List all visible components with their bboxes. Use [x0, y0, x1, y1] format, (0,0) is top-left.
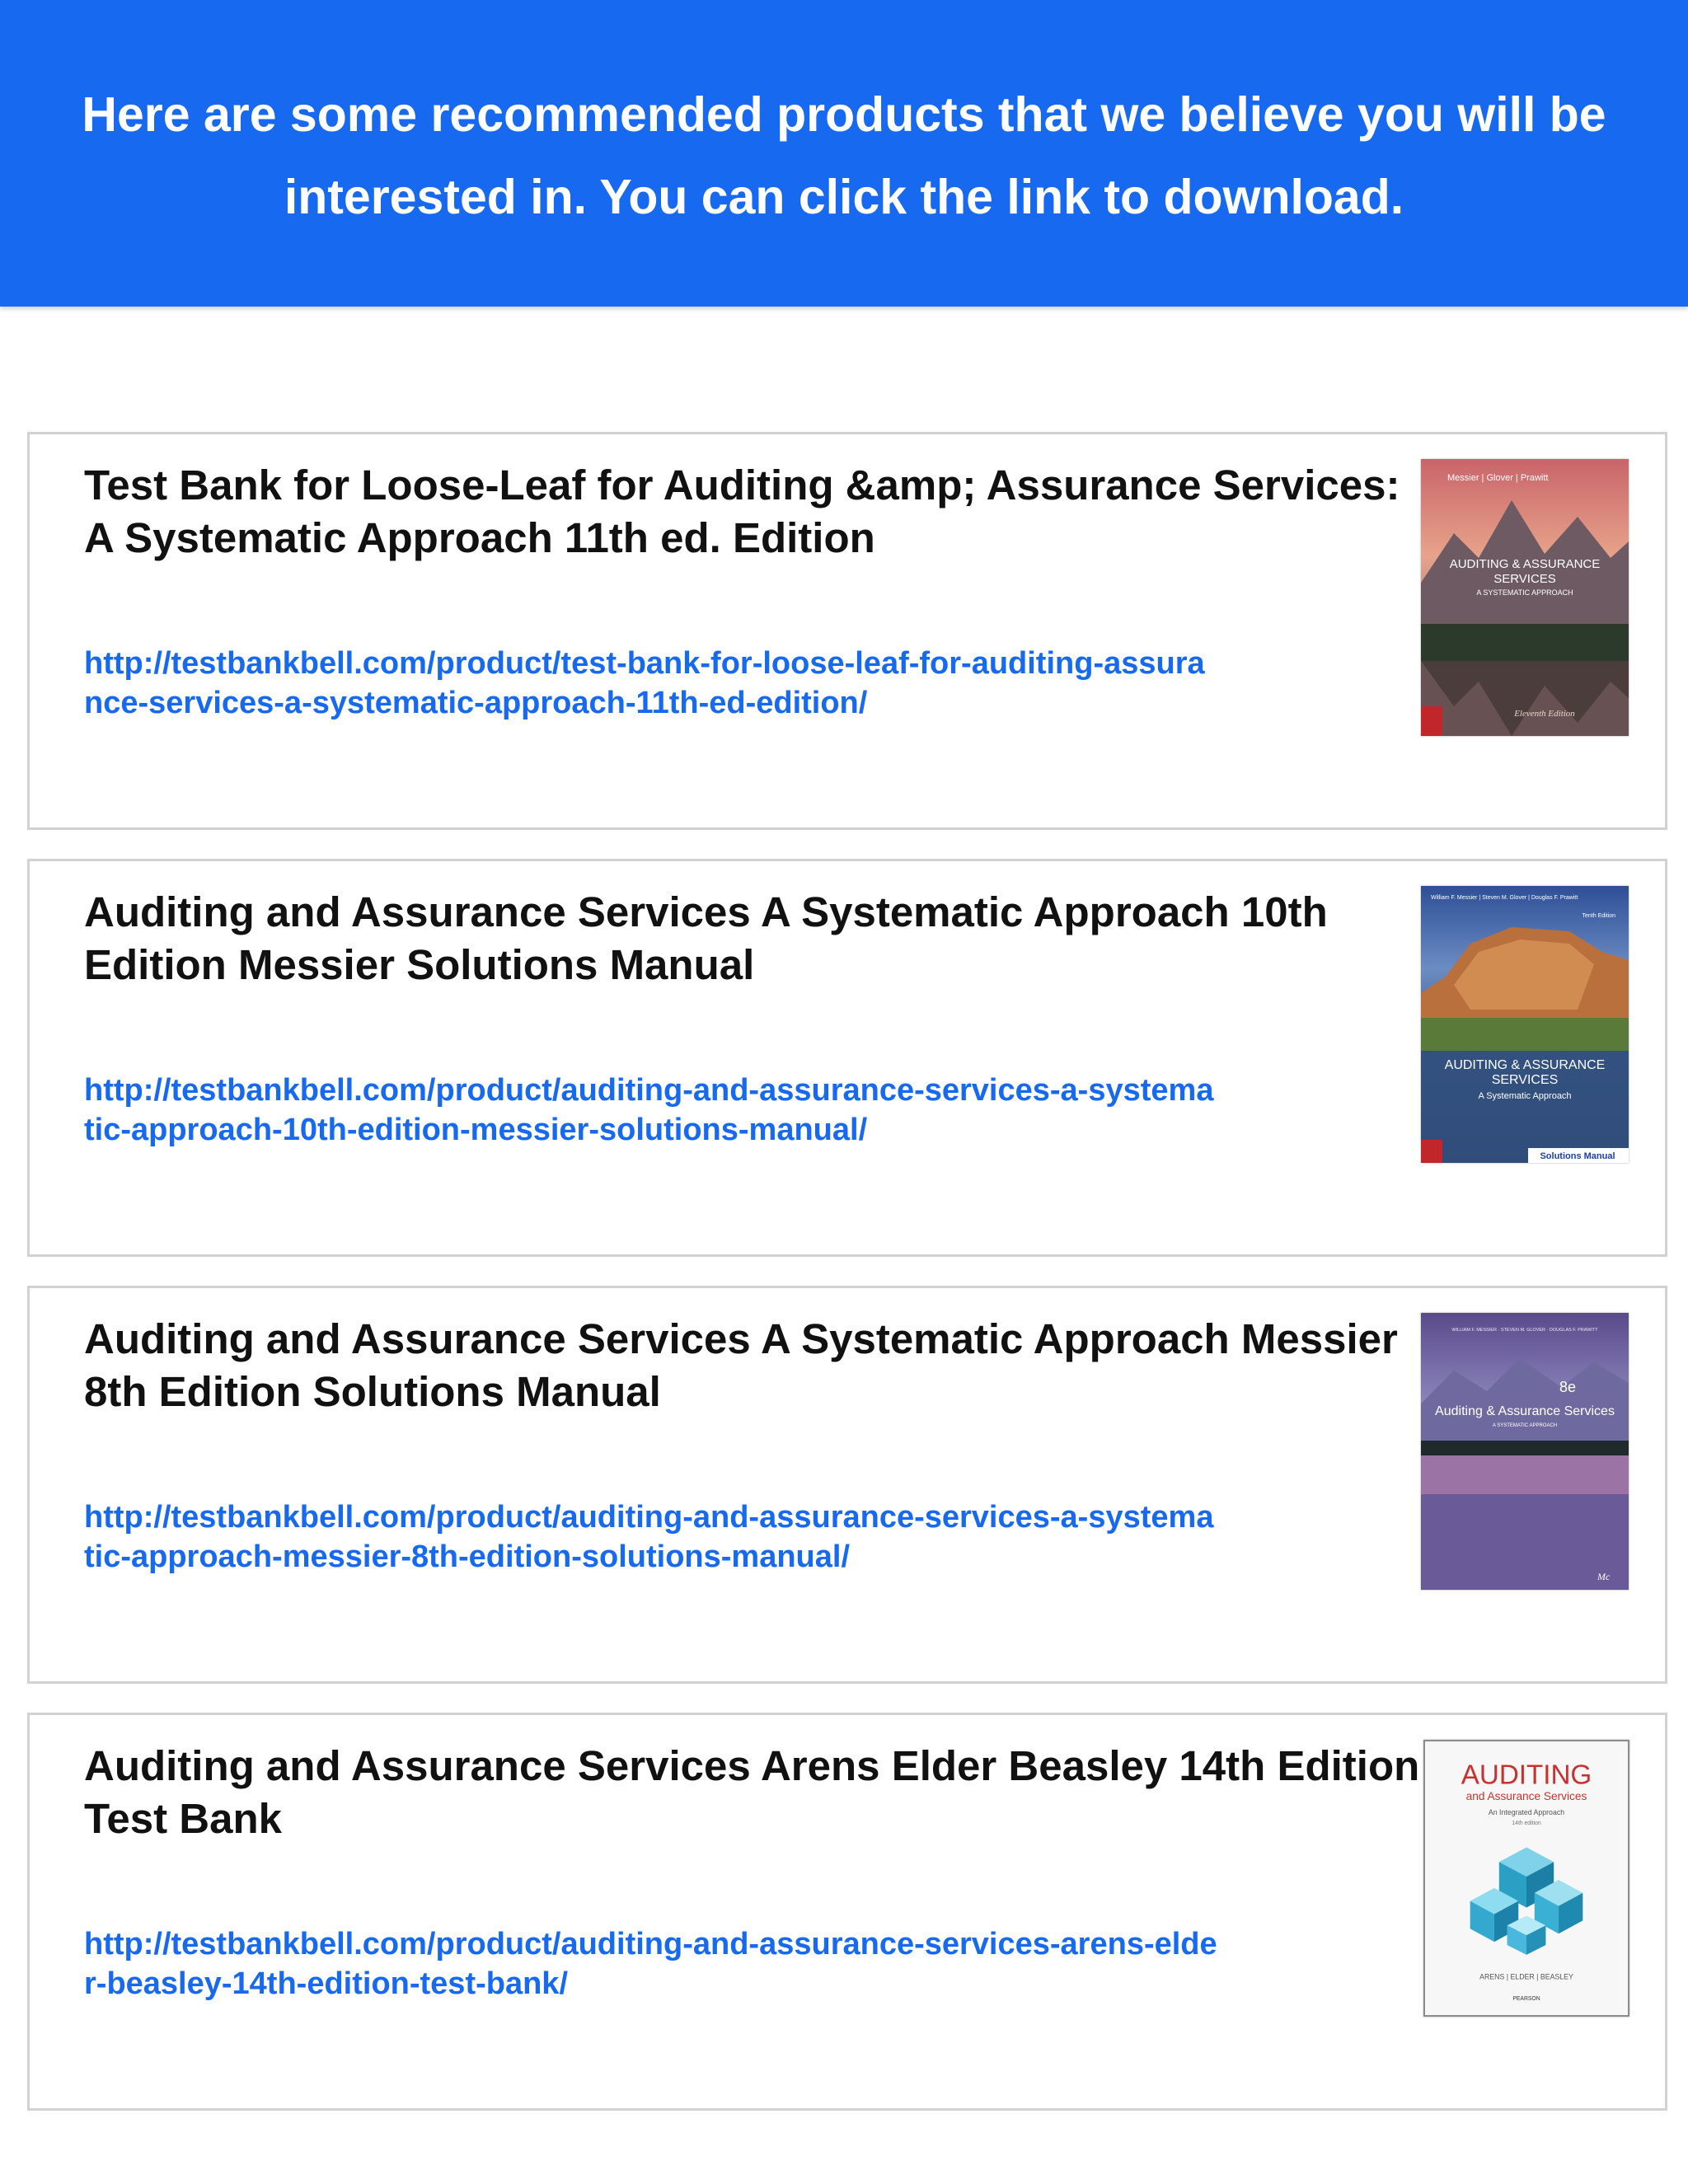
product-link[interactable]: http://testbankbell.com/product/auditing-and-assurance-services-a-systematic-approach-messier-8th-edition-solutions-manual/: [84, 1500, 1214, 1574]
product-title: Test Bank for Loose-Leaf for Auditing &amp; Assurance Services: A Systematic Approach 11th ed. Edition: [84, 462, 1400, 561]
cover-edition: Eleventh Edition: [1514, 709, 1575, 719]
product-link[interactable]: http://testbankbell.com/product/test-bank-for-loose-leaf-for-auditing-assurance-services-a-systematic-approach-11th-ed-edition/: [84, 646, 1205, 720]
product-title: Auditing and Assurance Services A Systematic Approach Messier 8th Edition Solutions Manual: [84, 1315, 1398, 1415]
cover-title: AUDITING & ASSURANCE: [1444, 1058, 1606, 1072]
banner-text: Here are some recommended products that we believe you will be interested in. You can click the link to download.: [82, 87, 1606, 224]
cover-title: AUDITING & ASSURANCE: [1449, 557, 1601, 571]
cover-badge: Solutions Manual: [1540, 1151, 1615, 1161]
cover-subtitle: A SYSTEMATIC APPROACH: [1492, 1423, 1558, 1428]
product-card: [27, 432, 1667, 830]
product-card: [27, 859, 1667, 1257]
header-banner: [0, 0, 1688, 307]
cover-title: and Assurance Services: [1465, 1790, 1587, 1803]
publisher-logo: PEARSON: [1512, 1996, 1540, 2003]
cover-authors: Messier | Glover | Prawitt: [1447, 473, 1549, 483]
cover-subtitle: A Systematic Approach: [1478, 1091, 1572, 1101]
book-cover-image[interactable]: [1421, 1313, 1629, 1590]
cover-edition: Tenth Edition: [1582, 913, 1615, 919]
cover-title: SERVICES: [1493, 572, 1556, 586]
product-card: [27, 1286, 1667, 1684]
product-link[interactable]: http://testbankbell.com/product/auditing-and-assurance-services-a-systematic-approach-10th-edition-messier-solutions-manual/: [84, 1073, 1214, 1147]
cover-subtitle: An Integrated Approach: [1488, 1807, 1565, 1816]
cover-title: Auditing & Assurance Services: [1435, 1404, 1615, 1418]
product-title: Auditing and Assurance Services Arens Elder Beasley 14th Edition Test Bank: [84, 1742, 1420, 1842]
cover-authors: WILLIAM F. MESSIER · STEVEN M. GLOVER · DOUGLAS F. PRAWITT: [1451, 1328, 1598, 1333]
book-cover-image[interactable]: [1423, 1740, 1629, 2017]
product-card: [27, 1713, 1667, 2111]
book-cover-image[interactable]: [1421, 886, 1629, 1163]
cover-subtitle: A SYSTEMATIC APPROACH: [1476, 588, 1573, 597]
cover-title: AUDITING: [1461, 1760, 1592, 1791]
publisher-logo: Mc: [1597, 1571, 1611, 1582]
product-title: Auditing and Assurance Services A Systematic Approach 10th Edition Messier Solutions Manual: [84, 888, 1328, 988]
cover-edition: 8e: [1559, 1379, 1577, 1395]
product-link[interactable]: http://testbankbell.com/product/auditing-and-assurance-services-arens-elder-beasley-14th-edition-test-bank/: [84, 1927, 1217, 2001]
cover-edition: 14th edition: [1512, 1820, 1541, 1826]
cover-authors: ARENS | ELDER | BEASLEY: [1479, 1972, 1573, 1981]
cover-title: SERVICES: [1491, 1073, 1559, 1087]
book-cover-image[interactable]: [1421, 459, 1629, 736]
cover-authors: William F. Messier | Steven M. Glover | Douglas F. Prawitt: [1431, 895, 1578, 901]
